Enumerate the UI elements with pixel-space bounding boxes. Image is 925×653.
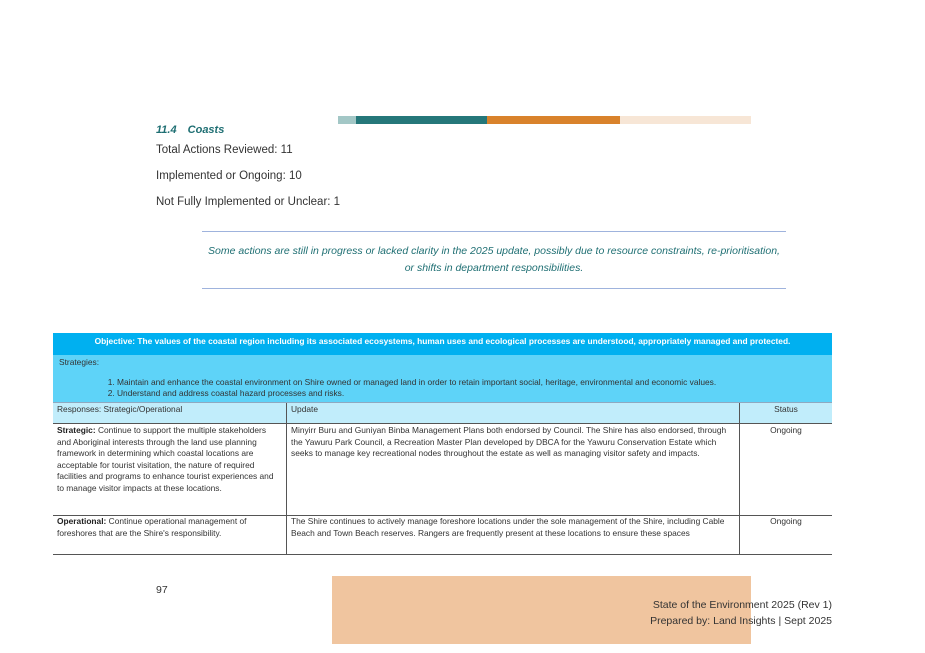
header-responses: Responses: Strategic/Operational <box>53 403 287 423</box>
callout-box <box>202 231 786 289</box>
band-segment-2 <box>356 116 487 124</box>
band-segment-1 <box>338 116 356 124</box>
status-cell: Ongoing <box>770 516 802 526</box>
color-band <box>338 116 751 124</box>
footer-doc-title: State of the Environment 2025 (Rev 1) <box>652 599 832 611</box>
callout-line-1: Some actions are still in progress or lacked clarity in the 2025 update, possibly due to resource constraints, re-prioritisation, <box>208 245 780 257</box>
page-number: 97 <box>156 584 168 596</box>
header-status: Status <box>774 404 798 414</box>
band-segment-4 <box>620 116 751 124</box>
stat-total-reviewed: Total Actions Reviewed: 11 <box>156 144 293 156</box>
response-text: Continue operational management of foreshores that are the Shire's responsibility. <box>57 516 247 538</box>
stat-not-implemented: Not Fully Implemented or Unclear: 1 <box>156 196 341 208</box>
table-header <box>53 402 832 424</box>
header-update: Update <box>287 403 740 423</box>
update-cell: Minyirr Buru and Guniyan Binba Management Plans both endorsed by Council. The Shire has also endorsed, through the Yawuru Park Council, a Recreation Master Plan developed by DBCA for the Yawuru Conservation Estate which seeks to manage key recreational nodes throughout the estate as well as managing visitor safety and impacts. <box>287 424 740 515</box>
band-segment-3 <box>487 116 620 124</box>
section-title: Coasts <box>187 124 225 136</box>
status-cell: Ongoing <box>770 425 802 435</box>
update-cell: The Shire continues to actively manage foreshore locations under the sole management of the Shire, including Cable Beach and Town Beach reserves. Rangers are frequently present at these locations to ensure these spaces <box>287 516 740 554</box>
strategies-list <box>59 377 716 399</box>
strategy-item: 2. Understand and address coastal hazard processes and risks. <box>117 388 716 399</box>
section-number: 11.4 <box>156 124 177 136</box>
response-type: Operational: <box>57 516 107 526</box>
response-cell <box>53 424 287 515</box>
strategies-label: Strategies: <box>59 357 100 367</box>
strategy-item: 1. Maintain and enhance the coastal environment on Shire owned or managed land in order to retain important social, heritage, environmental and economic values. <box>117 377 716 388</box>
objective-row: Objective: The values of the coastal region including its associated ecosystems, human uses and ecological processes are understood, appropriately managed and protected. <box>53 333 832 355</box>
table-row <box>53 516 832 555</box>
response-cell <box>53 516 287 554</box>
section-heading <box>156 124 224 136</box>
table-row <box>53 424 832 516</box>
response-type: Strategic: <box>57 425 96 435</box>
stat-implemented: Implemented or Ongoing: 10 <box>156 170 302 182</box>
actions-table <box>53 333 832 555</box>
callout-line-2: or shifts in department responsibilities. <box>404 262 584 274</box>
response-text: Continue to support the multiple stakeholders and Aboriginal interests through the land use planning framework in determining which coastal locations are acceptable for tourist visitation, the nature of required facilities and programs to enhance tourist experiences and to manage visitor impacts at these locations. <box>57 425 274 493</box>
strategies-row <box>53 355 832 402</box>
footer-prepared-by: Prepared by: Land Insights | Sept 2025 <box>650 615 832 627</box>
